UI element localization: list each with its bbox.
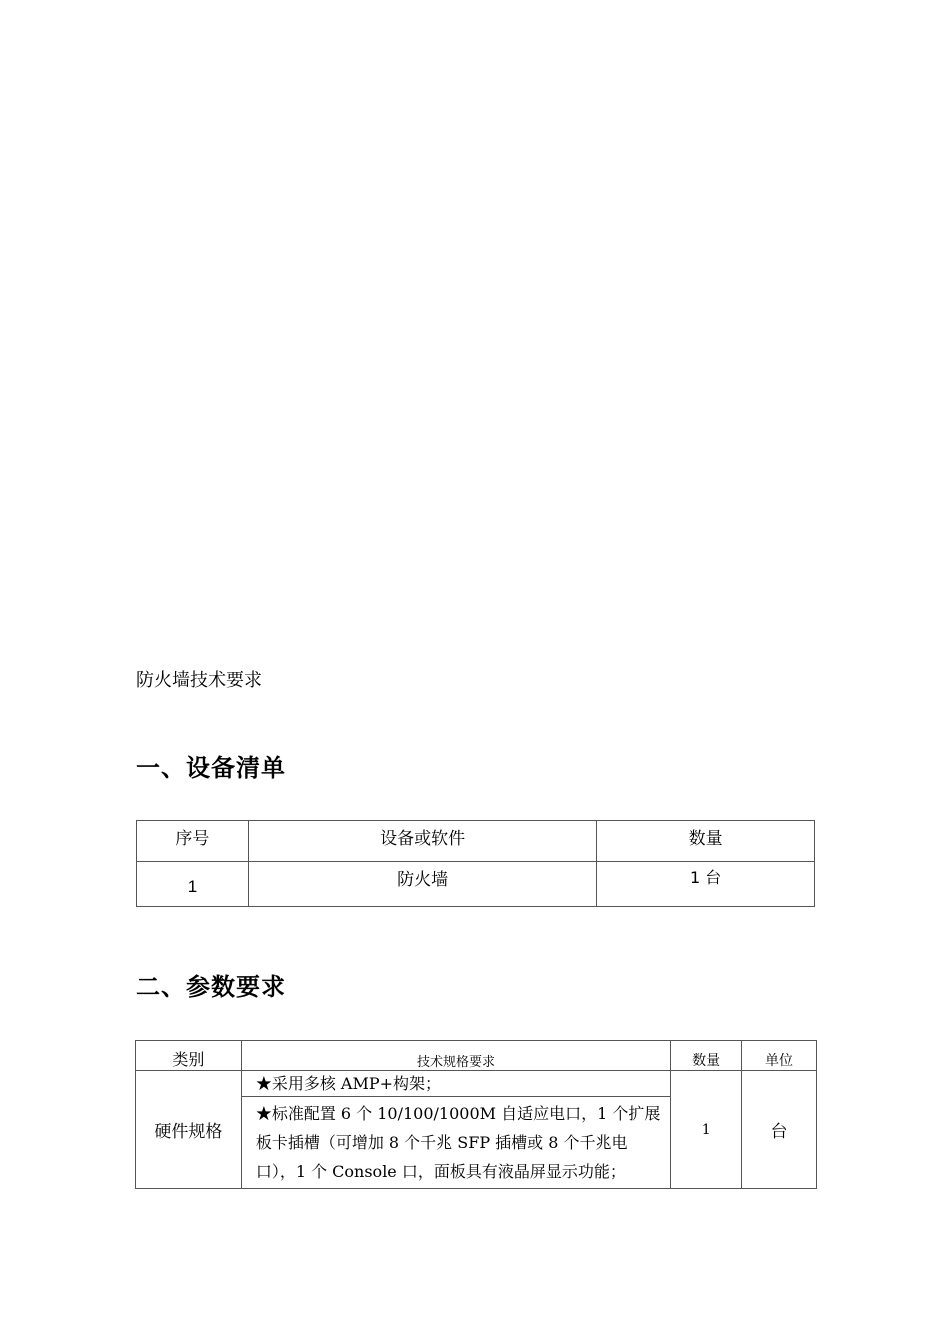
cell-category: 硬件规格 bbox=[136, 1071, 242, 1189]
parameter-table bbox=[135, 1040, 817, 1189]
spec-item: ★采用多核 AMP+构架； bbox=[241, 1071, 670, 1097]
cell-unit: 台 bbox=[742, 1071, 817, 1189]
equipment-list-table bbox=[136, 820, 815, 907]
cell-index: 1 bbox=[137, 862, 249, 907]
spec-item: ★标准配置 6 个 10/100/1000M 自适应电口，1 个扩展板卡插槽（可增加 8 个千兆 SFP 插槽或 8 个千兆电口），1 个 Console 口，面板具有液晶屏显示功能； bbox=[241, 1097, 670, 1189]
table-row bbox=[137, 862, 815, 907]
header-spec: 技术规格要求 bbox=[241, 1041, 670, 1071]
header-item: 设备或软件 bbox=[248, 821, 596, 862]
header-quantity: 数量 bbox=[597, 821, 815, 862]
header-unit: 单位 bbox=[742, 1041, 817, 1071]
section-heading-parameters: 二、参数要求 bbox=[136, 973, 286, 1001]
section-heading-equipment-list: 一、设备清单 bbox=[136, 754, 286, 782]
table-header-row bbox=[137, 821, 815, 862]
cell-quantity: 1 bbox=[671, 1071, 742, 1189]
header-index: 序号 bbox=[137, 821, 249, 862]
cell-quantity: 1 台 bbox=[597, 862, 815, 907]
table-header-row bbox=[136, 1041, 817, 1071]
cell-item: 防火墙 bbox=[248, 862, 596, 907]
header-quantity: 数量 bbox=[671, 1041, 742, 1071]
document-title: 防火墙技术要求 bbox=[136, 670, 262, 691]
table-row bbox=[136, 1071, 817, 1097]
header-category: 类别 bbox=[136, 1041, 242, 1071]
